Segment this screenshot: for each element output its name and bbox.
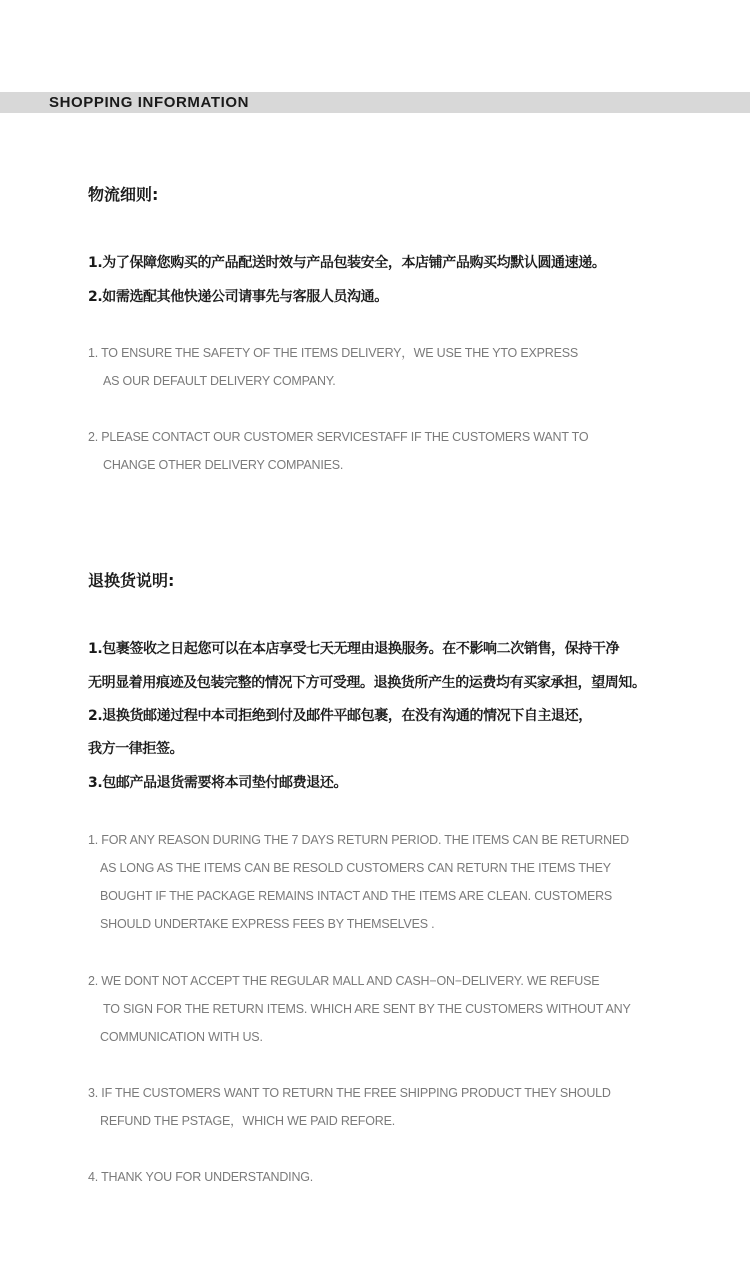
returns-en-line: COMMUNICATION WITH US. — [100, 1030, 263, 1044]
returns-en-line: REFUND THE PSTAGE，WHICH WE PAID REFORE. — [100, 1114, 395, 1128]
returns-cn-line: 我方一律拒签。 — [88, 741, 184, 757]
logistics-cn-line: 2.如需选配其他快递公司请事先与客服人员沟通。 — [88, 289, 388, 305]
returns-en-line: 2. WE DONT NOT ACCEPT THE REGULAR MALL AND CASH−ON−DELIVERY. WE REFUSE — [88, 974, 600, 988]
returns-en-line: 1. FOR ANY REASON DURING THE 7 DAYS RETURN PERIOD. THE ITEMS CAN BE RETURNED — [88, 833, 629, 847]
section-header-title: SHOPPING INFORMATION — [49, 94, 250, 111]
returns-en-line: 4. THANK YOU FOR UNDERSTANDING. — [88, 1170, 314, 1184]
returns-en-line: SHOULD UNDERTAKE EXPRESS FEES BY THEMSELVES . — [100, 917, 435, 931]
logistics-cn-line: 1.为了保障您购买的产品配送时效与产品包装安全，本店铺产品购买均默认圆通速递。 — [88, 255, 606, 271]
returns-en-line: BOUGHT IF THE PACKAGE REMAINS INTACT AND THE ITEMS ARE CLEAN. CUSTOMERS — [100, 889, 613, 903]
returns-cn-line: 1.包裹签收之日起您可以在本店享受七天无理由退换服务。在不影响二次销售，保持干净 — [88, 641, 620, 657]
logistics-en-line: AS OUR DEFAULT DELIVERY COMPANY. — [103, 374, 336, 388]
returns-cn-line: 3.包邮产品退货需要将本司垫付邮费退还。 — [88, 775, 348, 791]
returns-heading: 退换货说明: — [88, 571, 175, 590]
logistics-en-line: 2. PLEASE CONTACT OUR CUSTOMER SERVICESTAFF IF THE CUSTOMERS WANT TO — [88, 430, 589, 444]
logistics-en-line: CHANGE OTHER DELIVERY COMPANIES. — [103, 458, 344, 472]
returns-en-line: 3. IF THE CUSTOMERS WANT TO RETURN THE FREE SHIPPING PRODUCT THEY SHOULD — [88, 1086, 611, 1100]
returns-cn-line: 2.退换货邮递过程中本司拒绝到付及邮件平邮包裹，在没有沟通的情况下自主退还， — [88, 708, 592, 724]
returns-cn-line: 无明显着用痕迹及包装完整的情况下方可受理。退换货所产生的运费均有买家承担，望周知。 — [88, 675, 646, 691]
logistics-en-line: 1. TO ENSURE THE SAFETY OF THE ITEMS DELIVERY，WE USE THE YTO EXPRESS — [88, 346, 579, 360]
returns-en-line: TO SIGN FOR THE RETURN ITEMS. WHICH ARE SENT BY THE CUSTOMERS WITHOUT ANY — [103, 1002, 631, 1016]
returns-en-line: AS LONG AS THE ITEMS CAN BE RESOLD CUSTOMERS CAN RETURN THE ITEMS THEY — [100, 861, 611, 875]
section-header-band — [0, 92, 750, 113]
logistics-heading: 物流细则: — [88, 185, 159, 204]
